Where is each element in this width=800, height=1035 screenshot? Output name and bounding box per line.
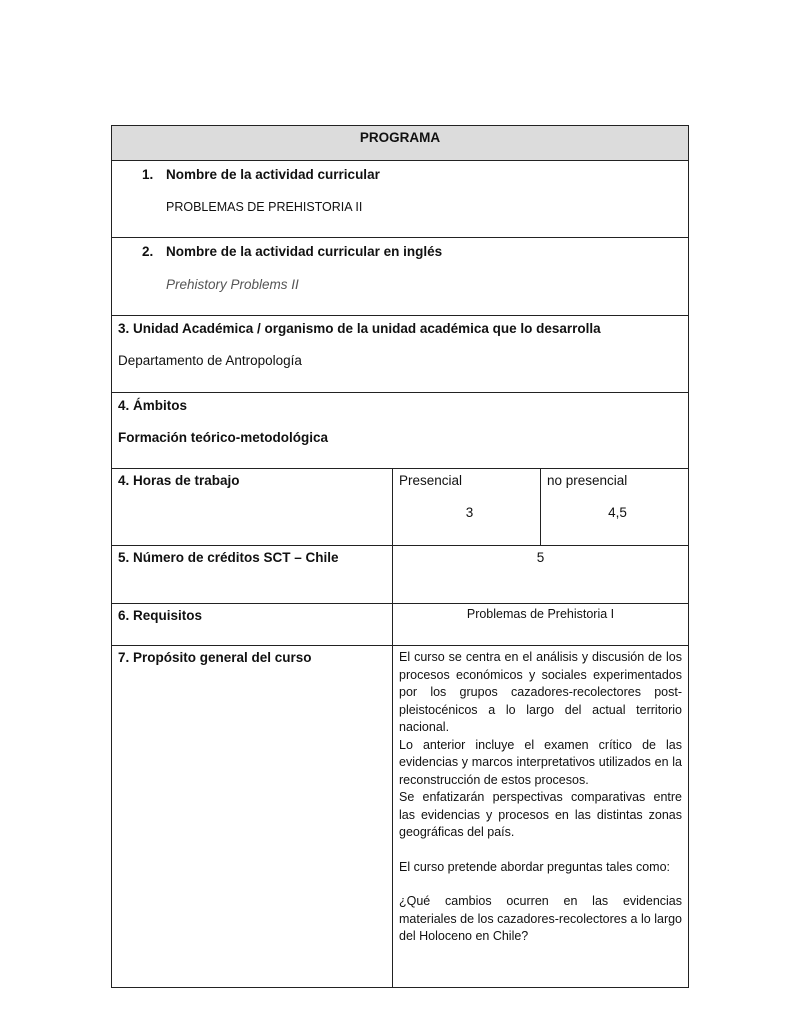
presencial-label: Presencial bbox=[399, 473, 463, 488]
section-label: 4. Ámbitos bbox=[118, 398, 188, 413]
scopes-value: Formación teórico-metodológica bbox=[118, 430, 329, 445]
program-header: PROGRAMA bbox=[112, 126, 689, 161]
section-activity-name-english bbox=[112, 238, 689, 316]
purpose-paragraph: Lo anterior incluye el examen crítico de las evidencias y marcos interpretativos utilizados en la reconstrucción de estos procesos. bbox=[399, 737, 683, 787]
credits-label: 5. Número de créditos SCT – Chile bbox=[112, 546, 393, 604]
purpose-label: 7. Propósito general del curso bbox=[112, 646, 393, 988]
work-hours-label: 4. Horas de trabajo bbox=[112, 469, 393, 546]
purpose-paragraph: Se enfatizarán perspectivas comparativas entre las evidencias y procesos en las distintas zonas geográficas del país. bbox=[399, 790, 683, 839]
credits-value: 5 bbox=[393, 546, 689, 604]
requirements-label: 6. Requisitos bbox=[112, 604, 393, 646]
purpose-text bbox=[393, 646, 689, 988]
section-number: 2. bbox=[142, 244, 154, 259]
section-activity-name bbox=[112, 161, 689, 238]
requirements-value: Problemas de Prehistoria I bbox=[393, 604, 689, 646]
no-presencial-cell bbox=[541, 469, 689, 546]
activity-name-english-value: Prehistory Problems II bbox=[166, 277, 299, 292]
section-number: 1. bbox=[142, 167, 154, 182]
purpose-paragraph: El curso pretende abordar preguntas tales como: bbox=[399, 859, 670, 874]
presencial-value: 3 bbox=[465, 505, 474, 520]
section-label: 3. Unidad Académica / organismo de la unidad académica que lo desarrolla bbox=[118, 321, 601, 336]
academic-unit-value: Departamento de Antropología bbox=[118, 353, 302, 368]
no-presencial-label: no presencial bbox=[547, 473, 628, 488]
program-document bbox=[111, 125, 688, 988]
activity-name-value: PROBLEMAS DE PREHISTORIA II bbox=[166, 200, 363, 214]
program-table bbox=[111, 125, 689, 988]
section-label: Nombre de la actividad curricular bbox=[166, 167, 380, 182]
section-label: Nombre de la actividad curricular en inglés bbox=[166, 244, 443, 259]
section-academic-unit bbox=[112, 316, 689, 393]
no-presencial-value: 4,5 bbox=[608, 505, 627, 520]
purpose-paragraph: El curso se centra en el análisis y discusión de los procesos económicos y sociales experimentados por los grupos cazadores-recolectores post-pleistocénicos a lo largo del actual territorio nacional. bbox=[399, 650, 683, 734]
purpose-paragraph: ¿Qué cambios ocurren en las evidencias materiales de los cazadores-recolectores a lo largo del Holoceno en Chile? bbox=[399, 894, 683, 943]
section-scopes bbox=[112, 393, 689, 469]
presencial-cell bbox=[393, 469, 541, 546]
